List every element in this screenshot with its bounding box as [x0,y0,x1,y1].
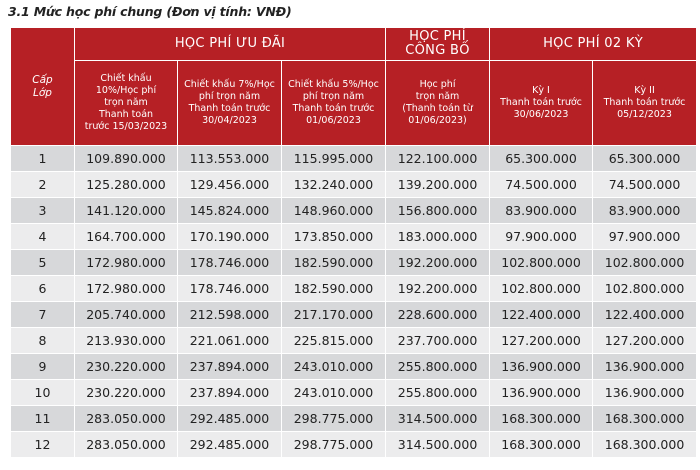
fee-cell: 102.800.000 [490,276,593,302]
fee-cell: 243.010.000 [282,354,386,380]
column-header-line: 05/12/2023 [617,109,672,120]
grade-cell: 4 [11,224,75,250]
column-header-line: 30/04/2023 [202,115,257,126]
group-header-congbo [386,28,490,61]
column-header-line: Thanh toán trước [188,103,271,114]
fee-cell: 178.746.000 [178,250,282,276]
fee-cell: 168.300.000 [490,432,593,458]
column-header [490,61,593,146]
column-header [75,61,178,146]
grade-cell: 8 [11,328,75,354]
table-row [11,146,697,172]
column-header-line: 01/06/2023 [306,115,361,126]
grade-column-header [11,28,75,146]
table-row [11,406,697,432]
grade-cell: 10 [11,380,75,406]
group-header-02ky: HỌC PHÍ 02 KỲ [490,28,697,61]
fee-cell: 129.456.000 [178,172,282,198]
fee-cell: 122.400.000 [490,302,593,328]
fee-cell: 172.980.000 [75,250,178,276]
grade-cell: 7 [11,302,75,328]
fee-cell: 148.960.000 [282,198,386,224]
column-header-line: Kỳ II [634,85,655,96]
column-header-line: trọn năm [415,91,460,102]
column-header-line: 30/06/2023 [513,109,569,120]
fee-cell: 172.980.000 [75,276,178,302]
grade-cell: 12 [11,432,75,458]
fee-cell: 74.500.000 [593,172,697,198]
fee-cell: 225.815.000 [282,328,386,354]
fee-cell: 182.590.000 [282,250,386,276]
fee-cell: 173.850.000 [282,224,386,250]
fee-cell: 164.700.000 [75,224,178,250]
grade-cell: 2 [11,172,75,198]
subheader-row [11,61,697,146]
fee-cell: 237.894.000 [178,354,282,380]
table-header [11,28,697,146]
table-body [11,146,697,458]
column-header-line: Chiết khấu 5%/Học [288,79,379,90]
table-row [11,328,697,354]
grade-cell: 9 [11,354,75,380]
grade-label-line1: Cấp [32,73,53,86]
fee-cell: 298.775.000 [282,432,386,458]
fee-cell: 141.120.000 [75,198,178,224]
column-header-line: trọn năm [104,97,148,108]
column-header [282,61,386,146]
fee-cell: 178.746.000 [178,276,282,302]
fee-cell: 217.170.000 [282,302,386,328]
table-row [11,198,697,224]
fee-cell: 122.100.000 [386,146,490,172]
fee-cell: 83.900.000 [593,198,697,224]
table-row [11,380,697,406]
column-header-line: Thanh toán trước [500,97,582,108]
grade-label-line2: Lớp [33,86,52,99]
column-header [593,61,697,146]
fee-cell: 230.220.000 [75,380,178,406]
fee-cell: 109.890.000 [75,146,178,172]
fee-cell: 230.220.000 [75,354,178,380]
table-row [11,276,697,302]
column-header-line: Thanh toán [98,109,154,120]
fee-cell: 127.200.000 [490,328,593,354]
grade-cell: 1 [11,146,75,172]
fee-cell: 97.900.000 [593,224,697,250]
column-header [178,61,282,146]
fee-cell: 292.485.000 [178,432,282,458]
fee-cell: 283.050.000 [75,432,178,458]
fee-cell: 97.900.000 [490,224,593,250]
fee-cell: 65.300.000 [490,146,593,172]
fee-cell: 182.590.000 [282,276,386,302]
table-row [11,354,697,380]
fee-cell: 145.824.000 [178,198,282,224]
group-header-uudai: HỌC PHÍ ƯU ĐÃI [75,28,386,61]
fee-cell: 314.500.000 [386,432,490,458]
fee-cell: 122.400.000 [593,302,697,328]
fee-cell: 132.240.000 [282,172,386,198]
column-header-line: 10%/Học phí [95,85,157,96]
column-header-line: Chiết khấu [100,73,152,84]
column-header-line: Thanh toán trước [292,103,375,114]
tuition-table [10,27,697,458]
fee-cell: 213.930.000 [75,328,178,354]
fee-cell: 283.050.000 [75,406,178,432]
fee-cell: 156.800.000 [386,198,490,224]
fee-cell: 237.700.000 [386,328,490,354]
group-congbo-line1: HỌC PHÍ [409,29,466,44]
fee-cell: 170.190.000 [178,224,282,250]
fee-cell: 243.010.000 [282,380,386,406]
grade-cell: 5 [11,250,75,276]
fee-cell: 65.300.000 [593,146,697,172]
fee-cell: 127.200.000 [593,328,697,354]
fee-cell: 113.553.000 [178,146,282,172]
column-header-line: Học phí [419,79,456,90]
column-header-line: Kỳ I [532,85,550,96]
grade-cell: 6 [11,276,75,302]
table-row [11,432,697,458]
fee-cell: 136.900.000 [490,354,593,380]
table-row [11,172,697,198]
fee-cell: 212.598.000 [178,302,282,328]
fee-cell: 136.900.000 [593,380,697,406]
fee-cell: 255.800.000 [386,354,490,380]
fee-cell: 74.500.000 [490,172,593,198]
fee-cell: 102.800.000 [593,250,697,276]
fee-cell: 83.900.000 [490,198,593,224]
grade-cell: 3 [11,198,75,224]
fee-cell: 168.300.000 [490,406,593,432]
fee-cell: 237.894.000 [178,380,282,406]
fee-cell: 255.800.000 [386,380,490,406]
column-header-line: phí trọn năm [198,91,261,102]
column-header-line: phí trọn năm [302,91,365,102]
fee-cell: 292.485.000 [178,406,282,432]
fee-cell: 168.300.000 [593,406,697,432]
fee-cell: 168.300.000 [593,432,697,458]
fee-cell: 228.600.000 [386,302,490,328]
fee-cell: 192.200.000 [386,276,490,302]
fee-cell: 298.775.000 [282,406,386,432]
column-header-line: trước 15/03/2023 [84,121,168,132]
fee-cell: 136.900.000 [593,354,697,380]
table-row [11,302,697,328]
grade-cell: 11 [11,406,75,432]
fee-cell: 205.740.000 [75,302,178,328]
fee-cell: 139.200.000 [386,172,490,198]
fee-cell: 221.061.000 [178,328,282,354]
section-title: 3.1 Mức học phí chung (Đơn vị tính: VNĐ) [8,4,292,19]
fee-cell: 125.280.000 [75,172,178,198]
fee-cell: 102.800.000 [490,250,593,276]
column-header [386,61,490,146]
table-row [11,250,697,276]
fee-cell: 192.200.000 [386,250,490,276]
group-congbo-line2: CÔNG BỐ [405,43,470,58]
column-header-line: (Thanh toán từ [402,103,473,114]
column-header-line: Thanh toán trước [603,97,686,108]
fee-cell: 115.995.000 [282,146,386,172]
fee-cell: 314.500.000 [386,406,490,432]
table-row [11,224,697,250]
fee-cell: 183.000.000 [386,224,490,250]
fee-cell: 102.800.000 [593,276,697,302]
column-header-line: 01/06/2023) [408,115,467,126]
fee-cell: 136.900.000 [490,380,593,406]
column-header-line: Chiết khấu 7%/Học [184,79,275,90]
